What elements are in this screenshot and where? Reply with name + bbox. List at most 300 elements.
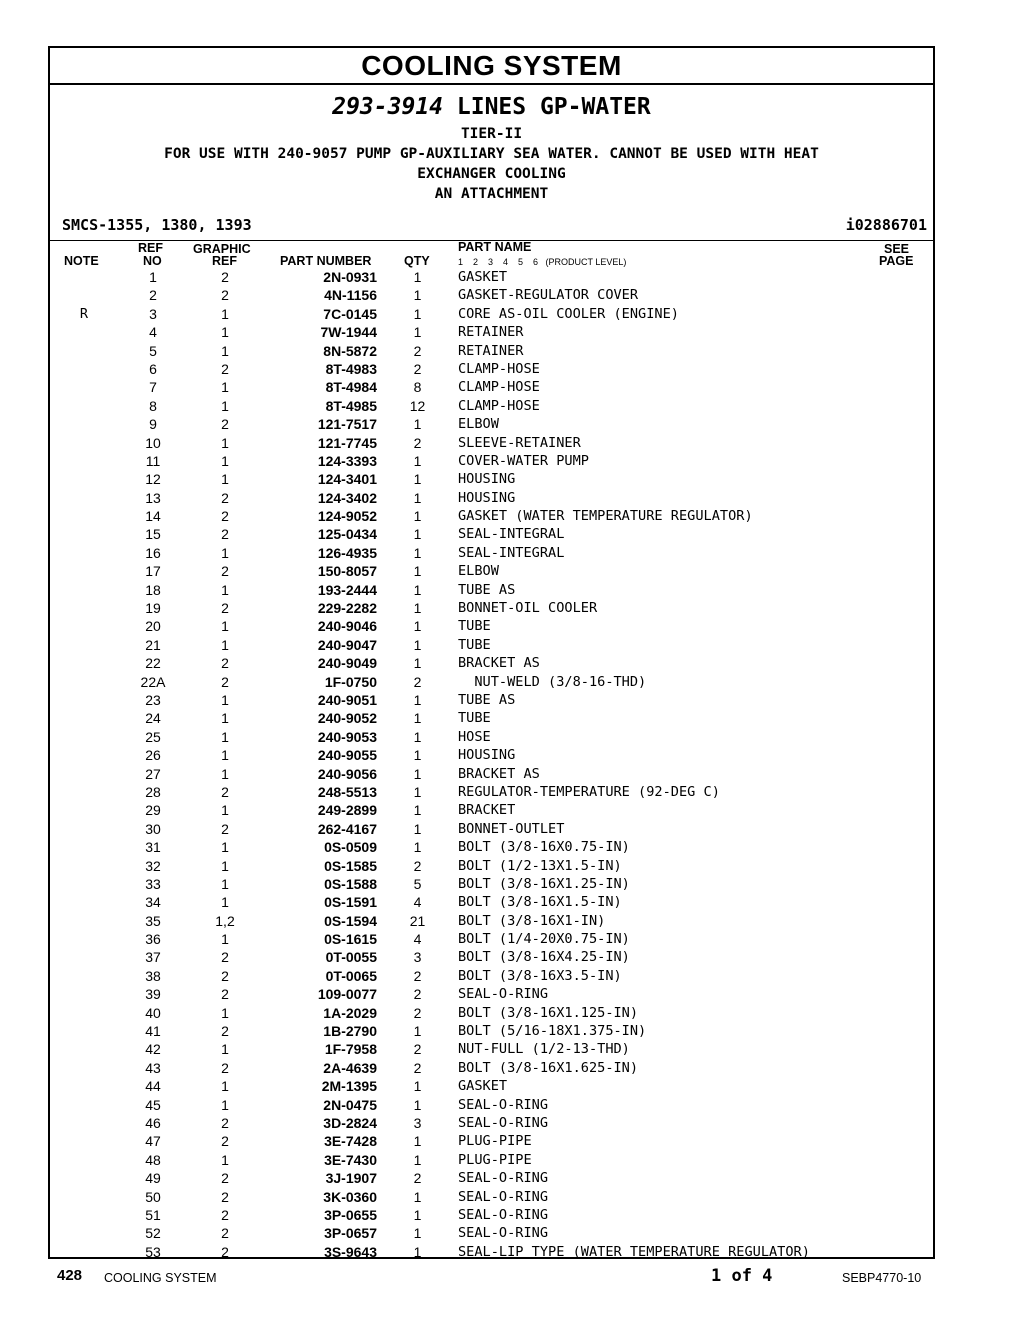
row-ref-no: 43 (145, 1059, 161, 1076)
row-part-number: 4N-1156 (324, 287, 377, 304)
row-ref-no: 30 (145, 820, 161, 837)
row-part-number: 2M-1395 (321, 1078, 377, 1095)
row-graphic-ref: 2 (221, 1059, 229, 1076)
row-qty: 1 (413, 1133, 422, 1150)
table-row (50, 434, 933, 452)
row-graphic-ref: 1 (221, 1096, 229, 1113)
row-qty: 1 (413, 544, 422, 561)
row-part-number: 1A-2029 (323, 1004, 377, 1021)
col-graphic-bottom: REF (212, 254, 237, 268)
row-graphic-ref: 2 (221, 655, 229, 672)
row-ref-no: 4 (149, 324, 157, 341)
row-graphic-ref: 1 (221, 728, 229, 745)
row-ref-no: 6 (149, 360, 157, 377)
row-qty: 1 (413, 765, 422, 782)
row-ref-no: 20 (145, 618, 161, 635)
row-part-name: BOLT (3/8-16X1.625-IN) (458, 1059, 639, 1076)
footer-page-number: 428 (57, 1267, 83, 1284)
table-row (50, 489, 933, 507)
row-part-number: 121-7517 (317, 416, 377, 433)
row-graphic-ref: 1 (221, 802, 229, 819)
row-part-number: 240-9051 (317, 691, 377, 708)
row-part-number: 150-8057 (317, 563, 377, 580)
row-part-name: HOUSING (458, 747, 516, 764)
row-graphic-ref: 1 (221, 471, 229, 488)
row-graphic-ref: 2 (221, 1225, 229, 1242)
row-part-name: SLEEVE-RETAINER (458, 434, 581, 451)
row-part-name: HOUSING (458, 489, 516, 506)
row-ref-no: 38 (145, 967, 161, 984)
table-row (50, 286, 933, 304)
row-ref-no: 26 (145, 747, 161, 764)
table-row (50, 507, 933, 525)
footer-doc-id: SEBP4770-10 (842, 1271, 922, 1285)
row-part-name: TUBE (458, 618, 491, 635)
row-qty: 1 (413, 1023, 422, 1040)
col-qty: QTY (404, 254, 430, 268)
row-ref-no: 36 (145, 931, 161, 948)
table-row (50, 1022, 933, 1040)
row-qty: 1 (413, 655, 422, 672)
row-graphic-ref: 1 (221, 857, 229, 874)
row-ref-no: 17 (145, 563, 161, 580)
row-graphic-ref: 2 (221, 1170, 229, 1187)
row-graphic-ref: 1 (221, 1004, 229, 1021)
row-part-number: 240-9046 (317, 618, 377, 635)
row-ref-no: 8 (149, 397, 157, 414)
row-part-number: 109-0077 (317, 986, 377, 1003)
row-ref-no: 46 (145, 1114, 161, 1131)
row-ref-no: 53 (145, 1243, 161, 1260)
row-graphic-ref: 2 (221, 967, 229, 984)
col-see-bottom: PAGE (879, 254, 914, 268)
row-qty: 2 (413, 360, 422, 377)
table-row (50, 1077, 933, 1095)
table-row (50, 673, 933, 691)
row-part-number: 121-7745 (317, 434, 377, 451)
row-part-number: 3P-0657 (324, 1225, 377, 1242)
row-part-name: GASKET-REGULATOR COVER (458, 287, 639, 304)
row-graphic-ref: 2 (221, 360, 229, 377)
row-ref-no: 2 (149, 287, 157, 304)
row-part-name: HOSE (458, 728, 491, 745)
row-part-name: BOLT (3/8-16X1.5-IN) (458, 894, 622, 911)
table-row (50, 912, 933, 930)
table-row (50, 875, 933, 893)
row-part-name: SEAL-INTEGRAL (458, 526, 565, 543)
row-qty: 8 (413, 379, 422, 396)
row-graphic-ref: 2 (221, 820, 229, 837)
row-ref-no: 32 (145, 857, 161, 874)
row-ref-no: 29 (145, 802, 161, 819)
row-ref-no: 5 (149, 342, 157, 359)
row-qty: 1 (413, 287, 422, 304)
row-graphic-ref: 1 (221, 544, 229, 561)
table-row (50, 691, 933, 709)
row-qty: 1 (413, 416, 422, 433)
row-note: R (79, 305, 89, 322)
row-qty: 2 (413, 986, 422, 1003)
row-part-name: ELBOW (458, 563, 499, 580)
row-graphic-ref: 1 (221, 636, 229, 653)
group-name: LINES GP-WATER (456, 94, 651, 120)
row-graphic-ref: 1 (221, 618, 229, 635)
row-ref-no: 23 (145, 691, 161, 708)
col-ref-bottom: NO (143, 254, 162, 268)
row-ref-no: 52 (145, 1225, 161, 1242)
row-part-number: 240-9052 (317, 710, 377, 727)
table-row (50, 1169, 933, 1187)
row-qty: 3 (413, 1114, 422, 1131)
row-part-number: 0S-1591 (324, 894, 377, 911)
row-graphic-ref: 1 (221, 452, 229, 469)
row-graphic-ref: 2 (221, 489, 229, 506)
row-graphic-ref: 1 (221, 397, 229, 414)
row-graphic-ref: 1 (221, 342, 229, 359)
table-row (50, 1004, 933, 1022)
row-ref-no: 3 (149, 305, 157, 322)
row-ref-no: 11 (145, 452, 161, 469)
row-qty: 2 (413, 673, 422, 690)
row-part-number: 124-3393 (317, 452, 377, 469)
row-part-name: SEAL-O-RING (458, 1096, 549, 1113)
row-part-name: NUT-FULL (1/2-13-THD) (458, 1041, 630, 1058)
col-product-levels: 1 2 3 4 5 6 (PRODUCT LEVEL) (458, 257, 627, 267)
row-graphic-ref: 2 (221, 508, 229, 525)
table-row (50, 1224, 933, 1242)
row-graphic-ref: 2 (221, 563, 229, 580)
row-part-number: 0S-1615 (324, 931, 377, 948)
row-part-name: CLAMP-HOSE (458, 397, 540, 414)
parts-page-frame (48, 46, 935, 1259)
row-part-number: 3D-2824 (323, 1114, 377, 1131)
row-graphic-ref: 2 (221, 1133, 229, 1150)
row-graphic-ref: 1 (221, 379, 229, 396)
row-part-name: BRACKET AS (458, 655, 540, 672)
row-qty: 1 (413, 489, 422, 506)
row-ref-no: 22 (145, 655, 161, 672)
row-ref-no: 7 (149, 379, 157, 396)
row-ref-no: 15 (145, 526, 161, 543)
group-header (50, 94, 933, 241)
table-row (50, 728, 933, 746)
group-part-number: 293-3914 (332, 94, 444, 120)
row-ref-no: 48 (145, 1151, 161, 1168)
row-part-number: 8N-5872 (323, 342, 377, 359)
table-row (50, 397, 933, 415)
row-part-number: 240-9053 (317, 728, 377, 745)
row-graphic-ref: 2 (221, 1023, 229, 1040)
table-row (50, 1151, 933, 1169)
footer-page-of: 1 of 4 (711, 1266, 773, 1286)
row-graphic-ref: 2 (221, 287, 229, 304)
row-part-number: 3J-1907 (325, 1170, 377, 1187)
row-ref-no: 42 (145, 1041, 161, 1058)
row-part-number: 2N-0475 (323, 1096, 377, 1113)
row-ref-no: 19 (145, 600, 161, 617)
row-part-number: 0T-0055 (325, 949, 377, 966)
row-qty: 2 (413, 967, 422, 984)
row-part-name: SEAL-LIP TYPE (WATER TEMPERATURE REGULATOR) (458, 1243, 810, 1260)
row-part-number: 8T-4985 (325, 397, 377, 414)
row-part-number: 248-5513 (317, 783, 377, 800)
row-qty: 1 (413, 1151, 422, 1168)
table-row (50, 1059, 933, 1077)
illustration-id: i02886701 (845, 216, 927, 234)
row-qty: 4 (413, 894, 422, 911)
row-graphic-ref: 1 (221, 305, 229, 322)
row-part-number: 3E-7428 (324, 1133, 377, 1150)
row-part-number: 240-9056 (317, 765, 377, 782)
row-part-number: 0S-0509 (324, 839, 377, 856)
row-graphic-ref: 1 (221, 765, 229, 782)
row-qty: 1 (413, 1206, 422, 1223)
row-part-number: 240-9047 (317, 636, 377, 653)
row-part-name: CLAMP-HOSE (458, 379, 540, 396)
row-part-name: RETAINER (458, 324, 524, 341)
row-part-number: 249-2899 (317, 802, 377, 819)
row-part-number: 3E-7430 (324, 1151, 377, 1168)
row-part-number: 1B-2790 (323, 1023, 377, 1040)
row-ref-no: 41 (145, 1023, 161, 1040)
column-headers (50, 241, 933, 268)
row-qty: 1 (413, 452, 422, 469)
row-part-name: BRACKET (458, 802, 516, 819)
table-row (50, 636, 933, 654)
table-row (50, 1132, 933, 1150)
row-ref-no: 18 (145, 581, 161, 598)
row-qty: 1 (413, 1225, 422, 1242)
row-part-number: 2N-0931 (323, 269, 377, 285)
row-qty: 1 (413, 783, 422, 800)
row-qty: 1 (413, 471, 422, 488)
row-part-name: SEAL-O-RING (458, 1206, 549, 1223)
row-ref-no: 45 (145, 1096, 161, 1113)
row-graphic-ref: 2 (221, 1206, 229, 1223)
row-part-name: SEAL-O-RING (458, 1188, 549, 1205)
row-part-name: SEAL-INTEGRAL (458, 544, 565, 561)
row-graphic-ref: 1 (221, 839, 229, 856)
row-qty: 1 (413, 581, 422, 598)
row-graphic-ref: 2 (221, 269, 229, 285)
table-row (50, 342, 933, 360)
row-ref-no: 27 (145, 765, 161, 782)
row-qty: 1 (413, 600, 422, 617)
row-graphic-ref: 1 (221, 691, 229, 708)
row-part-name: SEAL-O-RING (458, 1225, 549, 1242)
table-row (50, 599, 933, 617)
row-graphic-ref: 2 (221, 1243, 229, 1260)
col-ref-top: REF (138, 241, 163, 255)
row-graphic-ref: 1,2 (215, 912, 235, 929)
row-ref-no: 50 (145, 1188, 161, 1205)
row-qty: 1 (413, 691, 422, 708)
group-title (50, 94, 933, 120)
row-part-name: BOLT (3/8-16X1-IN) (458, 912, 606, 929)
row-graphic-ref: 1 (221, 1078, 229, 1095)
table-row (50, 801, 933, 819)
row-part-name: RETAINER (458, 342, 524, 359)
row-qty: 1 (413, 1188, 422, 1205)
table-row (50, 1188, 933, 1206)
row-part-number: 2A-4639 (323, 1059, 377, 1076)
row-part-number: 193-2444 (317, 581, 377, 598)
row-part-name: GASKET (458, 269, 508, 285)
table-row (50, 544, 933, 562)
table-row (50, 948, 933, 966)
description-line: FOR USE WITH 240-9057 PUMP GP-AUXILIARY SEA WATER. CANNOT BE USED WITH HEAT (164, 146, 819, 162)
row-graphic-ref: 1 (221, 1041, 229, 1058)
row-qty: 2 (413, 857, 422, 874)
row-ref-no: 37 (145, 949, 161, 966)
row-part-number: 8T-4983 (325, 360, 377, 377)
row-part-name: GASKET (458, 1078, 508, 1095)
row-part-number: 8T-4984 (325, 379, 377, 396)
row-part-number: 262-4167 (317, 820, 377, 837)
table-row (50, 783, 933, 801)
row-part-name: BOLT (3/8-16X1.125-IN) (458, 1004, 639, 1021)
row-ref-no: 13 (145, 489, 161, 506)
row-graphic-ref: 2 (221, 1114, 229, 1131)
row-part-number: 3K-0360 (323, 1188, 377, 1205)
row-qty: 1 (413, 618, 422, 635)
row-part-name: SEAL-O-RING (458, 986, 549, 1003)
row-qty: 1 (413, 305, 422, 322)
row-part-name: BONNET-OUTLET (458, 820, 565, 837)
row-ref-no: 28 (145, 783, 161, 800)
row-graphic-ref: 2 (221, 673, 229, 690)
row-part-name: TUBE AS (458, 691, 516, 708)
row-part-name: BOLT (5/16-18X1.375-IN) (458, 1023, 647, 1040)
parts-list (50, 268, 933, 1261)
row-qty: 3 (413, 949, 422, 966)
table-row (50, 452, 933, 470)
row-part-number: 7W-1944 (320, 324, 377, 341)
table-row (50, 581, 933, 599)
table-row (50, 765, 933, 783)
row-qty: 1 (413, 728, 422, 745)
row-qty: 1 (413, 269, 422, 285)
row-part-name: BONNET-OIL COOLER (458, 600, 598, 617)
row-qty: 12 (409, 397, 426, 414)
smcs-codes: SMCS-1355, 1380, 1393 (62, 216, 252, 234)
row-graphic-ref: 2 (221, 783, 229, 800)
row-part-name: BOLT (3/8-16X0.75-IN) (458, 839, 630, 856)
table-row (50, 857, 933, 875)
col-graphic-top: GRAPHIC (193, 242, 251, 256)
table-row (50, 305, 933, 323)
table-row (50, 985, 933, 1003)
row-qty: 1 (413, 820, 422, 837)
table-row (50, 709, 933, 727)
row-part-name: HOUSING (458, 471, 516, 488)
row-part-name: CLAMP-HOSE (458, 360, 540, 377)
table-row (50, 820, 933, 838)
row-graphic-ref: 2 (221, 949, 229, 966)
row-ref-no: 16 (145, 544, 161, 561)
description-line: EXCHANGER COOLING (417, 166, 566, 182)
table-row (50, 1114, 933, 1132)
row-ref-no: 51 (145, 1206, 161, 1223)
row-part-name: TUBE AS (458, 581, 516, 598)
table-row (50, 617, 933, 635)
row-graphic-ref: 1 (221, 931, 229, 948)
row-part-number: 0S-1594 (324, 912, 377, 929)
row-qty: 5 (413, 875, 422, 892)
row-graphic-ref: 2 (221, 1188, 229, 1205)
row-part-number: 126-4935 (317, 544, 377, 561)
row-part-name: BRACKET AS (458, 765, 540, 782)
row-qty: 1 (413, 710, 422, 727)
row-ref-no: 47 (145, 1133, 161, 1150)
row-qty: 1 (413, 747, 422, 764)
row-ref-no: 9 (149, 416, 157, 433)
row-qty: 1 (413, 324, 422, 341)
row-graphic-ref: 2 (221, 416, 229, 433)
row-part-name: PLUG-PIPE (458, 1133, 532, 1150)
table-row (50, 415, 933, 433)
row-part-number: 0S-1585 (324, 857, 377, 874)
row-qty: 1 (413, 1243, 422, 1260)
row-ref-no: 12 (145, 471, 161, 488)
row-part-number: 0T-0065 (325, 967, 377, 984)
row-graphic-ref: 1 (221, 710, 229, 727)
row-qty: 1 (413, 1096, 422, 1113)
table-row (50, 1040, 933, 1058)
row-part-name: GASKET (WATER TEMPERATURE REGULATOR) (458, 508, 753, 525)
row-graphic-ref: 1 (221, 875, 229, 892)
row-ref-no: 44 (145, 1078, 161, 1095)
table-row (50, 654, 933, 672)
row-qty: 1 (413, 508, 422, 525)
row-ref-no: 25 (145, 728, 161, 745)
row-part-number: 0S-1588 (324, 875, 377, 892)
row-qty: 2 (413, 434, 422, 451)
row-part-number: 240-9055 (317, 747, 377, 764)
table-row (50, 268, 933, 286)
table-row (50, 1206, 933, 1224)
row-part-number: 125-0434 (317, 526, 377, 543)
row-qty: 2 (413, 1059, 422, 1076)
table-row (50, 838, 933, 856)
row-qty: 1 (413, 802, 422, 819)
row-graphic-ref: 2 (221, 986, 229, 1003)
row-qty: 1 (413, 636, 422, 653)
table-row (50, 525, 933, 543)
footer-section: COOLING SYSTEM (104, 1271, 217, 1285)
row-graphic-ref: 2 (221, 526, 229, 543)
row-qty: 1 (413, 526, 422, 543)
row-ref-no: 34 (145, 894, 161, 911)
row-ref-no: 40 (145, 1004, 161, 1021)
row-part-number: 240-9049 (317, 655, 377, 672)
table-row (50, 323, 933, 341)
row-part-name: SEAL-O-RING (458, 1114, 549, 1131)
row-part-number: 3S-9643 (324, 1243, 377, 1260)
row-part-number: 124-3402 (317, 489, 377, 506)
table-row (50, 1096, 933, 1114)
table-row (50, 893, 933, 911)
description-line: TIER-II (460, 126, 523, 142)
row-part-name: BOLT (3/8-16X4.25-IN) (458, 949, 630, 966)
row-qty: 2 (413, 1170, 422, 1187)
row-qty: 2 (413, 342, 422, 359)
row-part-name: SEAL-O-RING (458, 1170, 549, 1187)
row-part-number: 1F-7958 (324, 1041, 377, 1058)
row-ref-no: 10 (145, 434, 161, 451)
row-part-number: 124-3401 (317, 471, 377, 488)
row-qty: 1 (413, 839, 422, 856)
